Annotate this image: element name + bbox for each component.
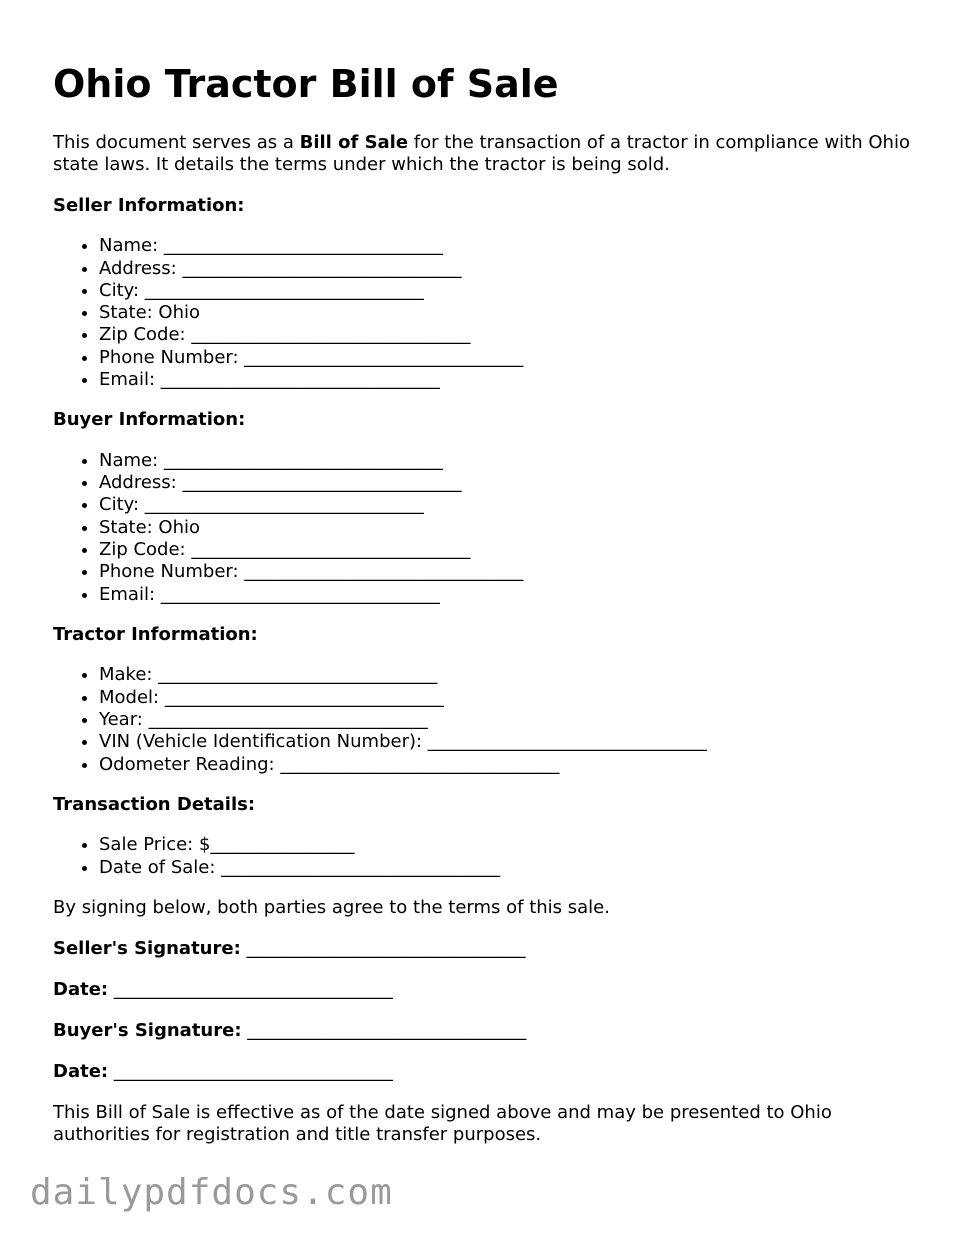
tractor-model-field: • Model: _______________________________	[99, 687, 923, 709]
buyer-address-field: • Address: _______________________________	[99, 472, 923, 494]
buyer-signature-blank: _______________________________	[241, 1019, 527, 1041]
buyer-heading: Buyer Information:	[53, 409, 246, 431]
sale-price-field: • Sale Price: $________________	[99, 834, 923, 856]
seller-phone-field: • Phone Number: _______________________________	[99, 347, 923, 369]
intro-text-bold: Bill of Sale	[299, 131, 409, 153]
buyer-phone-field: • Phone Number: _______________________________	[99, 561, 923, 583]
seller-date-line	[53, 979, 923, 1002]
tractor-heading: Tractor Information:	[53, 623, 258, 645]
seller-name-field: • Name: _______________________________	[99, 235, 923, 257]
agreement-text: By signing below, both parties agree to the terms of this sale.	[53, 897, 610, 919]
tractor-fields-list	[53, 664, 923, 775]
date-of-sale-field: • Date of Sale: _______________________________	[99, 857, 923, 879]
seller-signature-line	[53, 938, 923, 961]
seller-signature-label: Seller's Signature:	[53, 937, 241, 959]
tractor-vin-field: • VIN (Vehicle Identification Number): _______________________________	[99, 731, 923, 753]
buyer-name-field: • Name: _______________________________	[99, 450, 923, 472]
tractor-make-field: • Make: _______________________________	[99, 664, 923, 686]
seller-date-label: Date:	[53, 978, 109, 1000]
seller-date-blank: _______________________________	[108, 978, 393, 1000]
buyer-signature-label: Buyer's Signature:	[53, 1019, 242, 1041]
intro-text-after: for the transaction of a tractor in compliance with Ohio state laws. It details the terms under which the tractor is being sold.	[53, 131, 910, 176]
buyer-date-blank: _______________________________	[108, 1060, 393, 1082]
document-page	[53, 64, 923, 1147]
buyer-date-line	[53, 1061, 923, 1084]
buyer-state-field: • State: Ohio	[99, 517, 923, 539]
page-title: Ohio Tractor Bill of Sale	[53, 62, 559, 106]
seller-email-field: • Email: _______________________________	[99, 369, 923, 391]
seller-city-field: • City: _______________________________	[99, 280, 923, 302]
buyer-zip-field: • Zip Code: _______________________________	[99, 539, 923, 561]
buyer-signature-line	[53, 1020, 923, 1043]
seller-heading: Seller Information:	[53, 194, 245, 216]
seller-fields-list	[53, 235, 923, 391]
buyer-city-field: • City: _______________________________	[99, 494, 923, 516]
intro-text-before: This document serves as a	[53, 131, 300, 153]
seller-address-field: • Address: _______________________________	[99, 258, 923, 280]
transaction-heading: Transaction Details:	[53, 793, 256, 815]
seller-signature-blank: _______________________________	[240, 937, 526, 959]
seller-zip-field: • Zip Code: _______________________________	[99, 324, 923, 346]
transaction-fields-list	[53, 834, 923, 879]
buyer-email-field: • Email: _______________________________	[99, 584, 923, 606]
seller-state-field: • State: Ohio	[99, 302, 923, 324]
buyer-date-label: Date:	[53, 1060, 109, 1082]
tractor-year-field: • Year: _______________________________	[99, 709, 923, 731]
closing-paragraph: This Bill of Sale is effective as of the date signed above and may be presented to Ohio authorities for registration and title transfer purposes.	[53, 1101, 832, 1146]
intro-paragraph	[53, 132, 923, 177]
buyer-fields-list	[53, 450, 923, 606]
tractor-odometer-field: • Odometer Reading: _______________________________	[99, 754, 923, 776]
watermark: dailypdfdocs.com	[30, 1172, 393, 1213]
